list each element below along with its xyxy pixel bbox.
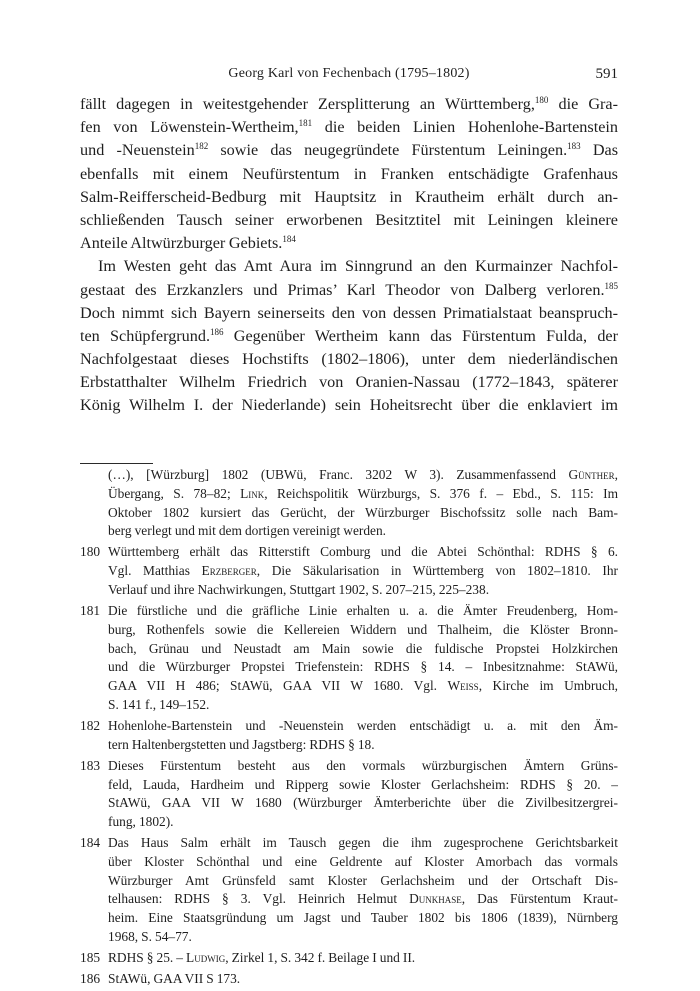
- text-run: sowie das neugegründete Fürstentum Leiningen.: [208, 141, 568, 160]
- text-line: [80, 394, 618, 417]
- text-run: StAWü, GAA VII S 173.: [108, 971, 241, 987]
- text-run: Das Haus Salm erhält im Tausch gegen die ihm zugesprochene Gerichtsbarkeit: [108, 835, 618, 851]
- text-run: S. 141 f., 149–152.: [108, 696, 210, 712]
- footnote-ref: 185: [604, 280, 618, 291]
- text-line: [80, 116, 618, 139]
- text-run: Oktober 1802 kursiert das Gerücht, der Würzburger Bischofssitz solle nach Bam-: [108, 504, 618, 520]
- footnote-number: 180: [80, 544, 101, 560]
- text-run: die Gra-: [548, 95, 618, 113]
- footnote-line: [108, 909, 618, 928]
- footnote-line: [108, 696, 618, 715]
- footnote-number: 181: [80, 602, 101, 618]
- text-run: Erbstatthalter Wilhelm Friedrich von Oranien-Nassau (1772–1843, späterer: [80, 373, 618, 392]
- footnote-line: [108, 543, 618, 562]
- footnote-separator: [80, 463, 153, 464]
- text-run: Gegenüber Wertheim kann das Fürstentum Fulda, der: [223, 326, 618, 345]
- text-run: , Reichspolitik Würzburgs, S. 376 f. – Ebd., S. 115: Im: [264, 485, 618, 501]
- footnote: [80, 466, 618, 541]
- text-line: [80, 139, 618, 162]
- text-line: [80, 371, 618, 394]
- running-head: [80, 63, 618, 85]
- footnote: [80, 717, 618, 755]
- footnote-ref: 180: [534, 95, 549, 105]
- footnote-ref: 182: [194, 141, 209, 152]
- text-run: RDHS § 25. –: [108, 950, 187, 966]
- text-run: Das: [580, 141, 618, 160]
- footnote-line: [108, 581, 618, 600]
- text-run: bach, Grünau und Neustadt am Main sowie die fuldische Propstei Holzkirchen: [108, 640, 618, 656]
- text-run: StAWü, GAA VII W 1680 (Würzburger Ämterberichte über die Zivilbesitzergrei-: [108, 795, 618, 811]
- footnote-line: [108, 757, 618, 776]
- footnote-line: [108, 677, 618, 696]
- author-name: Günther: [568, 467, 615, 482]
- main-text: [80, 93, 618, 418]
- footnote-line: [108, 485, 618, 504]
- footnote: [80, 602, 618, 715]
- text-run: Vgl. Matthias: [108, 563, 202, 579]
- text-run: fen von Löwenstein-Wertheim,: [80, 118, 299, 137]
- text-line: [80, 255, 618, 278]
- text-run: (…), [Würzburg] 1802 (UBWü, Franc. 3202 W 3). Zusammenfassend: [108, 467, 569, 482]
- footnote-number: [80, 466, 108, 485]
- footnote: [80, 834, 618, 947]
- footnote-line: [108, 658, 618, 677]
- text-run: burg, Rothenfels sowie die Kellereien Widdern und Thalheim, die Klöster Bronn-: [108, 621, 618, 637]
- footnote-ref: 183: [567, 141, 581, 152]
- footnote-number: 184: [80, 835, 101, 851]
- footnote-line: [108, 928, 618, 947]
- footnote-line: [108, 602, 618, 621]
- author-name: Erzberger: [201, 563, 257, 579]
- footnote-line: [108, 853, 618, 872]
- footnote-number: 185: [80, 950, 101, 966]
- author-name: Link: [240, 485, 265, 501]
- footnote: [80, 543, 618, 599]
- text-run: und -Neuenstein: [80, 141, 195, 160]
- footnote-number: 183: [80, 757, 101, 773]
- text-run: GAA VII H 486; StAWü, GAA VII W 1680. Vgl.: [108, 678, 448, 694]
- footnotes: [80, 466, 618, 991]
- text-line: [80, 163, 618, 186]
- footnote-line: [108, 813, 618, 832]
- text-run: König Wilhelm I. der Niederlande) sein Hoheitsrecht über die enklaviert im: [80, 396, 618, 415]
- text-run: berg verlegt und mit dem dortigen vereinigt werden.: [108, 523, 387, 539]
- text-run: , Die Säkularisation in Württemberg von 1802–1810. Ihr: [256, 563, 619, 579]
- text-run: Dieses Fürstentum besteht aus den vormals würzburgischen Ämtern Grüns-: [108, 757, 618, 773]
- running-title: Georg Karl von Fechenbach (1795–1802): [228, 66, 470, 81]
- text-line: [80, 302, 618, 325]
- text-line: [80, 279, 618, 302]
- text-run: tern Haltenbergstetten und Jagstberg: RDHS § 18.: [108, 736, 375, 752]
- author-name: Weiss: [447, 678, 479, 694]
- footnote-line: [108, 640, 618, 659]
- footnote-line: [108, 562, 618, 581]
- text-run: heim. Eine Staatsgründung um Jagst und Tauber 1802 bis 1806 (1839), Nürnberg: [108, 910, 618, 926]
- text-run: Die fürstliche und die gräfliche Linie erhalten u. a. die Ämter Freudenberg, Hom-: [108, 602, 618, 618]
- footnote-line: [108, 970, 618, 989]
- footnote-line: [108, 717, 618, 736]
- text-run: schließenden Tausch seiner erworbenen Besitztitel mit Leiningen kleinere: [80, 210, 618, 229]
- footnote-number: 182: [80, 717, 101, 733]
- text-line: [80, 186, 618, 209]
- footnote-line: [108, 466, 618, 485]
- text-run: Übergang, S. 78–82;: [108, 485, 241, 501]
- text-run: und die Würzburger Propstei Triefenstein: RDHS § 14. – Inbesitznahme: StAWü,: [108, 659, 618, 675]
- text-run: ebenfalls mit einem Neufürstentum in Franken entschädigte Grafenhaus: [80, 164, 618, 183]
- text-run: Hohenlohe-Bartenstein und -Neuenstein werden entschädigt u. a. mit den Äm-: [108, 717, 618, 733]
- text-run: Salm-Reifferscheid-Bedburg mit Hauptsitz in Krautheim erhält durch an-: [80, 187, 618, 206]
- text-line: [80, 93, 618, 116]
- footnote-line: [108, 522, 618, 541]
- footnote-line: [108, 794, 618, 813]
- footnote-line: [108, 621, 618, 640]
- text-run: , Das Fürstentum Kraut-: [461, 891, 618, 907]
- text-run: Doch nimmt sich Bayern seinerseits den von dessen Primatialstaat beanspruch-: [80, 303, 618, 322]
- footnote-line: [108, 776, 618, 795]
- author-name: Ludwig: [186, 950, 226, 966]
- text-run: fung, 1802).: [108, 814, 174, 830]
- text-run: 1968, S. 54–77.: [108, 929, 192, 945]
- text-run: Verlauf und ihre Nachwirkungen, Stuttgart 1902, S. 207–215, 225–238.: [108, 581, 490, 597]
- text-line: [80, 232, 618, 255]
- text-line: [80, 348, 618, 371]
- text-run: fällt dagegen in weitestgehender Zersplitterung an Württemberg,: [80, 95, 535, 113]
- footnote-line: [108, 834, 618, 853]
- text-run: Anteile Altwürzburger Gebiets.: [80, 234, 283, 253]
- footnote-number: 186: [80, 971, 101, 987]
- footnote-ref: 181: [298, 118, 313, 129]
- text-run: , Kirche im Umbruch,: [478, 678, 618, 694]
- text-run: ,: [614, 467, 618, 482]
- text-run: Im Westen geht das Amt Aura im Sinngrund an den Kurmainzer Nachfol-: [98, 257, 618, 276]
- footnote: [80, 970, 618, 989]
- footnote-ref: 184: [282, 234, 296, 245]
- footnote: [80, 757, 618, 832]
- text-run: Würzburger Amt Grünsfeld samt Kloster Gerlachsheim und der Ortschaft Dis-: [108, 872, 618, 888]
- footnote-line: [108, 890, 618, 909]
- footnote-line: [108, 736, 618, 755]
- footnote-line: [108, 504, 618, 523]
- text-run: gestaat des Erzkanzlers und Primas’ Karl Theodor von Dalberg verloren.: [80, 280, 605, 299]
- footnote-ref: 186: [210, 326, 224, 337]
- footnote-line: [108, 949, 618, 968]
- text-run: feld, Lauda, Hardheim und Ripperg sowie Kloster Gerlachsheim: RDHS § 20. –: [108, 776, 618, 792]
- text-run: die beiden Linien Hohenlohe-Bartenstein: [312, 118, 618, 137]
- page-number: 591: [595, 66, 618, 82]
- text-run: Württemberg erhält das Ritterstift Comburg und die Abtei Schönthal: RDHS § 6.: [108, 544, 618, 560]
- text-run: , Zirkel 1, S. 342 f. Beilage I und II.: [225, 950, 416, 966]
- text-line: [80, 209, 618, 232]
- text-run: Nachfolgestaat dieses Hochstifts (1802–1806), unter dem niederländischen: [80, 350, 618, 369]
- text-run: telhausen: RDHS § 3. Vgl. Heinrich Helmut: [108, 891, 410, 907]
- text-run: ten Schüpfergrund.: [80, 326, 211, 345]
- text-run: über Kloster Schönthal und eine Geldrente auf Kloster Amorbach das vormals: [108, 853, 618, 869]
- text-line: [80, 325, 618, 348]
- footnote-line: [108, 872, 618, 891]
- author-name: Dunkhase: [409, 891, 462, 907]
- footnote: [80, 949, 618, 968]
